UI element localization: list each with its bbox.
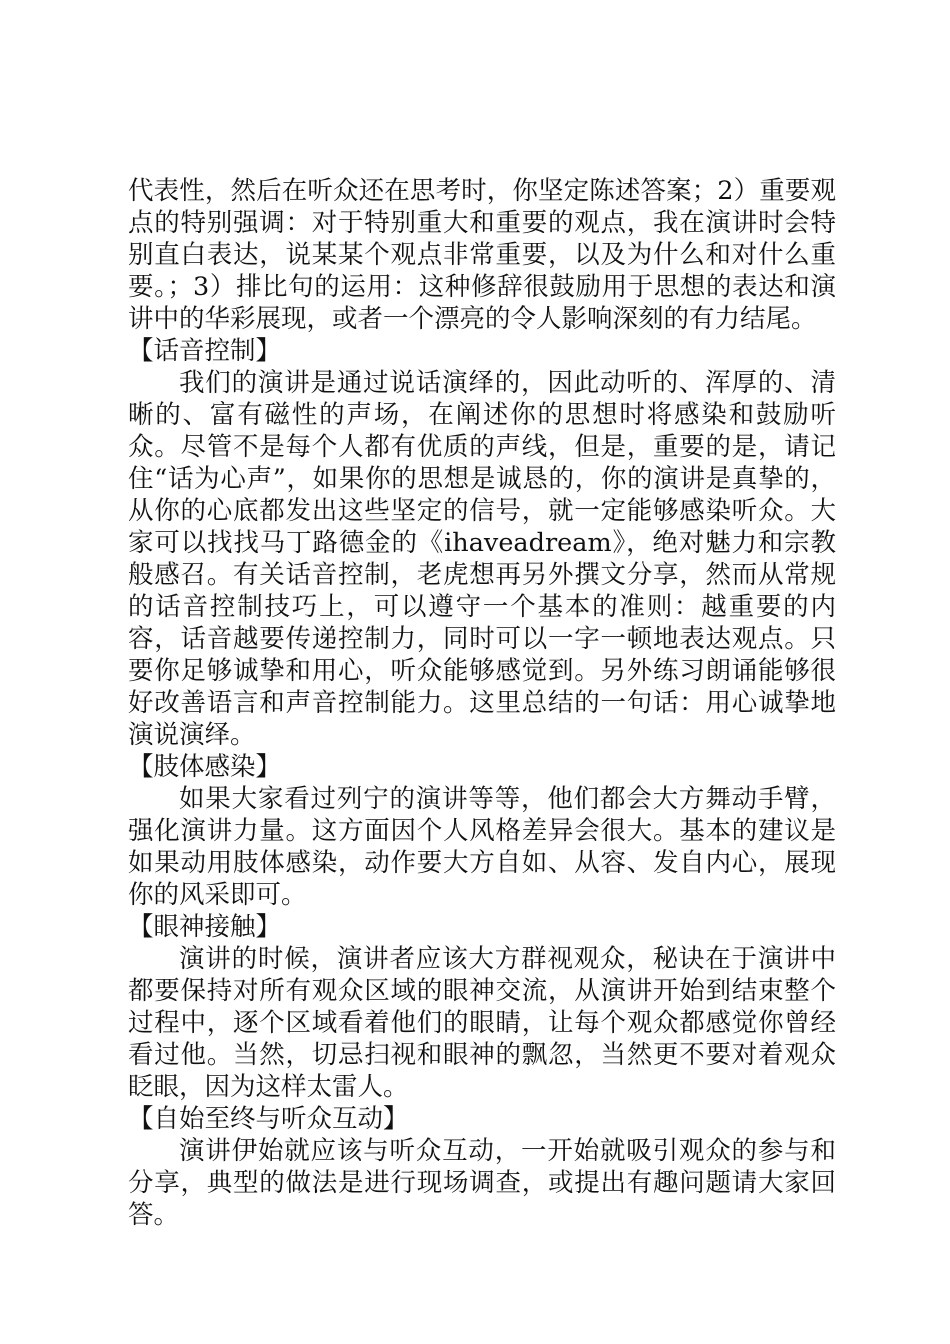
- paragraph-rhetoric-continued: 代表性，然后在听众还在思考时，你坚定陈述答案；2）重要观点的特别强调：对于特别重大和重要的观点，我在演讲时会特别直白表达，说某某个观点非常重要，以及为什么和对什么重要。；3）排比句的运用：这种修辞很鼓励用于思想的表达和演讲中的华彩展现，或者一个漂亮的令人影响深刻的有力结尾。: [128, 176, 836, 334]
- document-page: [128, 175, 836, 1231]
- section-heading-body-language: 【肢体感染】: [128, 752, 282, 782]
- section-heading-audience-interaction: 【自始至终与听众互动】: [128, 1104, 409, 1134]
- paragraph-voice-control: 我们的演讲是通过说话演绎的，因此动听的、浑厚的、清晰的、富有磁性的声场，在阐述你的思想时将感染和鼓励听众。尽管不是每个人都有优质的声线，但是，重要的是，请记住“话为心声”，如果你的思想是诚恳的，你的演讲是真挚的，从你的心底都发出这些坚定的信号，就一定能够感染听众。大家可以找找马丁路德金的《ihaveadream》，绝对魅力和宗教般感召。有关话音控制，老虎想再另外撰文分享，然而从常规的话音控制技巧上，可以遵守一个基本的准则：越重要的内容，话音越要传递控制力，同时可以一字一顿地表达观点。只要你足够诚挚和用心，听众能够感觉到。另外练习朗诵能够很好改善语言和声音控制能力。这里总结的一句话：用心诚挚地演说演绎。: [128, 368, 836, 750]
- paragraph-eye-contact: 演讲的时候，演讲者应该大方群视观众，秘诀在于演讲中都要保持对所有观众区域的眼神交流，从演讲开始到结束整个过程中，逐个区域看着他们的眼睛，让每个观众都感觉你曾经看过他。当然，切忌扫视和眼神的飘忽，当然更不要对着观众眨眼，因为这样太雷人。: [128, 944, 836, 1102]
- section-heading-eye-contact: 【眼神接触】: [128, 912, 282, 942]
- paragraph-body-language: 如果大家看过列宁的演讲等等，他们都会大方舞动手臂，强化演讲力量。这方面因个人风格差异会很大。基本的建议是如果动用肢体感染，动作要大方自如、从容、发自内心，展现你的风采即可。: [128, 784, 836, 910]
- paragraph-audience-interaction: 演讲伊始就应该与听众互动，一开始就吸引观众的参与和分享，典型的做法是进行现场调查，或提出有趣问题请大家回答。: [128, 1136, 836, 1230]
- section-heading-voice-control: 【话音控制】: [128, 336, 282, 366]
